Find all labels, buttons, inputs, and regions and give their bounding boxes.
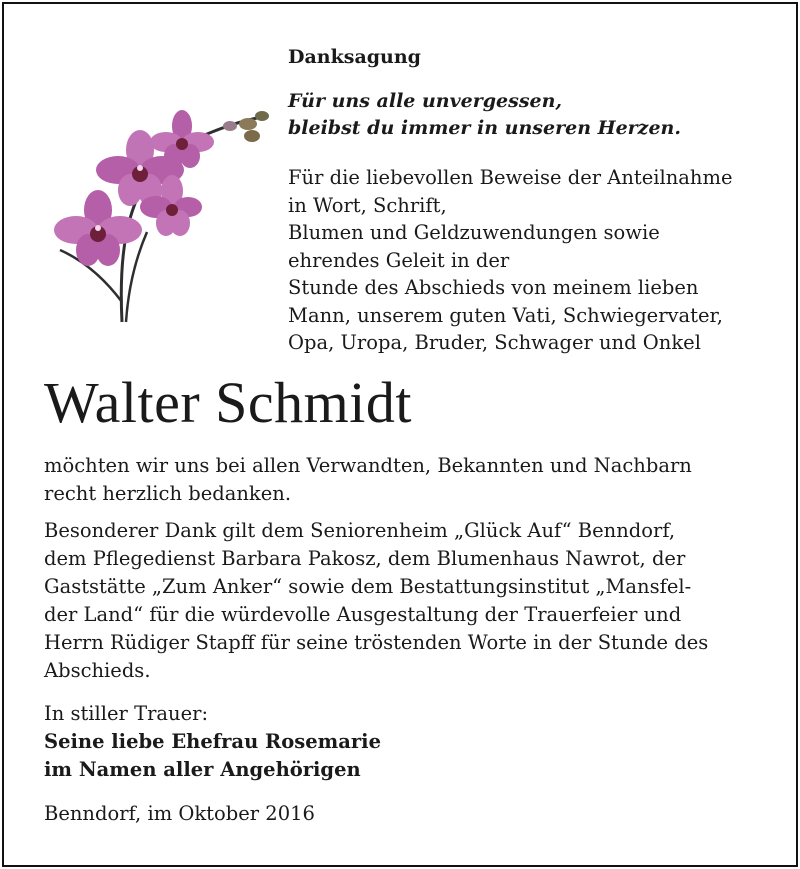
thanks-line: Blumen und Geldzuwendungen sowie bbox=[288, 221, 660, 244]
closing-line: recht herzlich bedanken. bbox=[44, 482, 292, 505]
thanks-line: in Wort, Schrift, bbox=[288, 193, 447, 217]
place-date: Benndorf, im Oktober 2016 bbox=[44, 802, 315, 825]
motto bbox=[288, 88, 681, 142]
mourners-block bbox=[44, 700, 381, 784]
special-thanks-line: Abschieds. bbox=[44, 659, 151, 682]
closing-paragraph bbox=[44, 452, 708, 685]
thanks-line: Opa, Uropa, Bruder, Schwager und Onkel bbox=[288, 331, 701, 354]
thanks-line: Stunde des Abschieds von meinem lieben bbox=[288, 276, 699, 299]
orchid-bud bbox=[239, 118, 257, 130]
deceased-name: Walter Schmidt bbox=[44, 370, 412, 435]
special-thanks-line: dem Pflegedienst Barbara Pakosz, dem Blumenhaus Nawrot, der bbox=[44, 547, 686, 570]
motto-line: Für uns alle unvergessen, bbox=[288, 90, 563, 112]
mourner-line: Seine liebe Ehefrau Rosemarie bbox=[44, 730, 381, 753]
closing-line: möchten wir uns bei allen Verwandten, Bekannten und Nachbarn bbox=[44, 454, 692, 477]
special-thanks-line: Besonderer Dank gilt dem Seniorenheim „Glück Auf“ Benndorf, bbox=[44, 519, 676, 542]
mourning-intro: In stiller Trauer: bbox=[44, 702, 209, 725]
special-thanks-line: Gaststätte „Zum Anker“ sowie dem Bestattungsinstitut „Mansfel- bbox=[44, 575, 692, 598]
motto-line: bleibst du immer in unseren Herzen. bbox=[288, 117, 681, 139]
orchid-bud bbox=[244, 130, 260, 142]
special-thanks-line: der Land“ für die würdevolle Ausgestaltung der Trauerfeier und bbox=[44, 603, 682, 626]
mourner-line: im Namen aller Angehörigen bbox=[44, 758, 361, 781]
thanks-line: ehrendes Geleit in der bbox=[288, 248, 510, 272]
orchid-bud bbox=[255, 111, 269, 121]
thanks-line: Mann, unserem guten Vati, Schwiegervater, bbox=[288, 303, 723, 327]
notice-heading: Danksagung bbox=[288, 46, 421, 68]
thanks-line: Für die liebevollen Beweise der Anteilnahme bbox=[288, 166, 733, 189]
orchid-flower-illustration bbox=[52, 102, 282, 330]
orchid-bud bbox=[223, 121, 237, 131]
special-thanks-line: Herrn Rüdiger Stapff für seine tröstenden Worte in der Stunde des bbox=[44, 631, 709, 654]
thanks-paragraph bbox=[288, 164, 733, 357]
orchid-stem-2 bbox=[126, 232, 147, 322]
